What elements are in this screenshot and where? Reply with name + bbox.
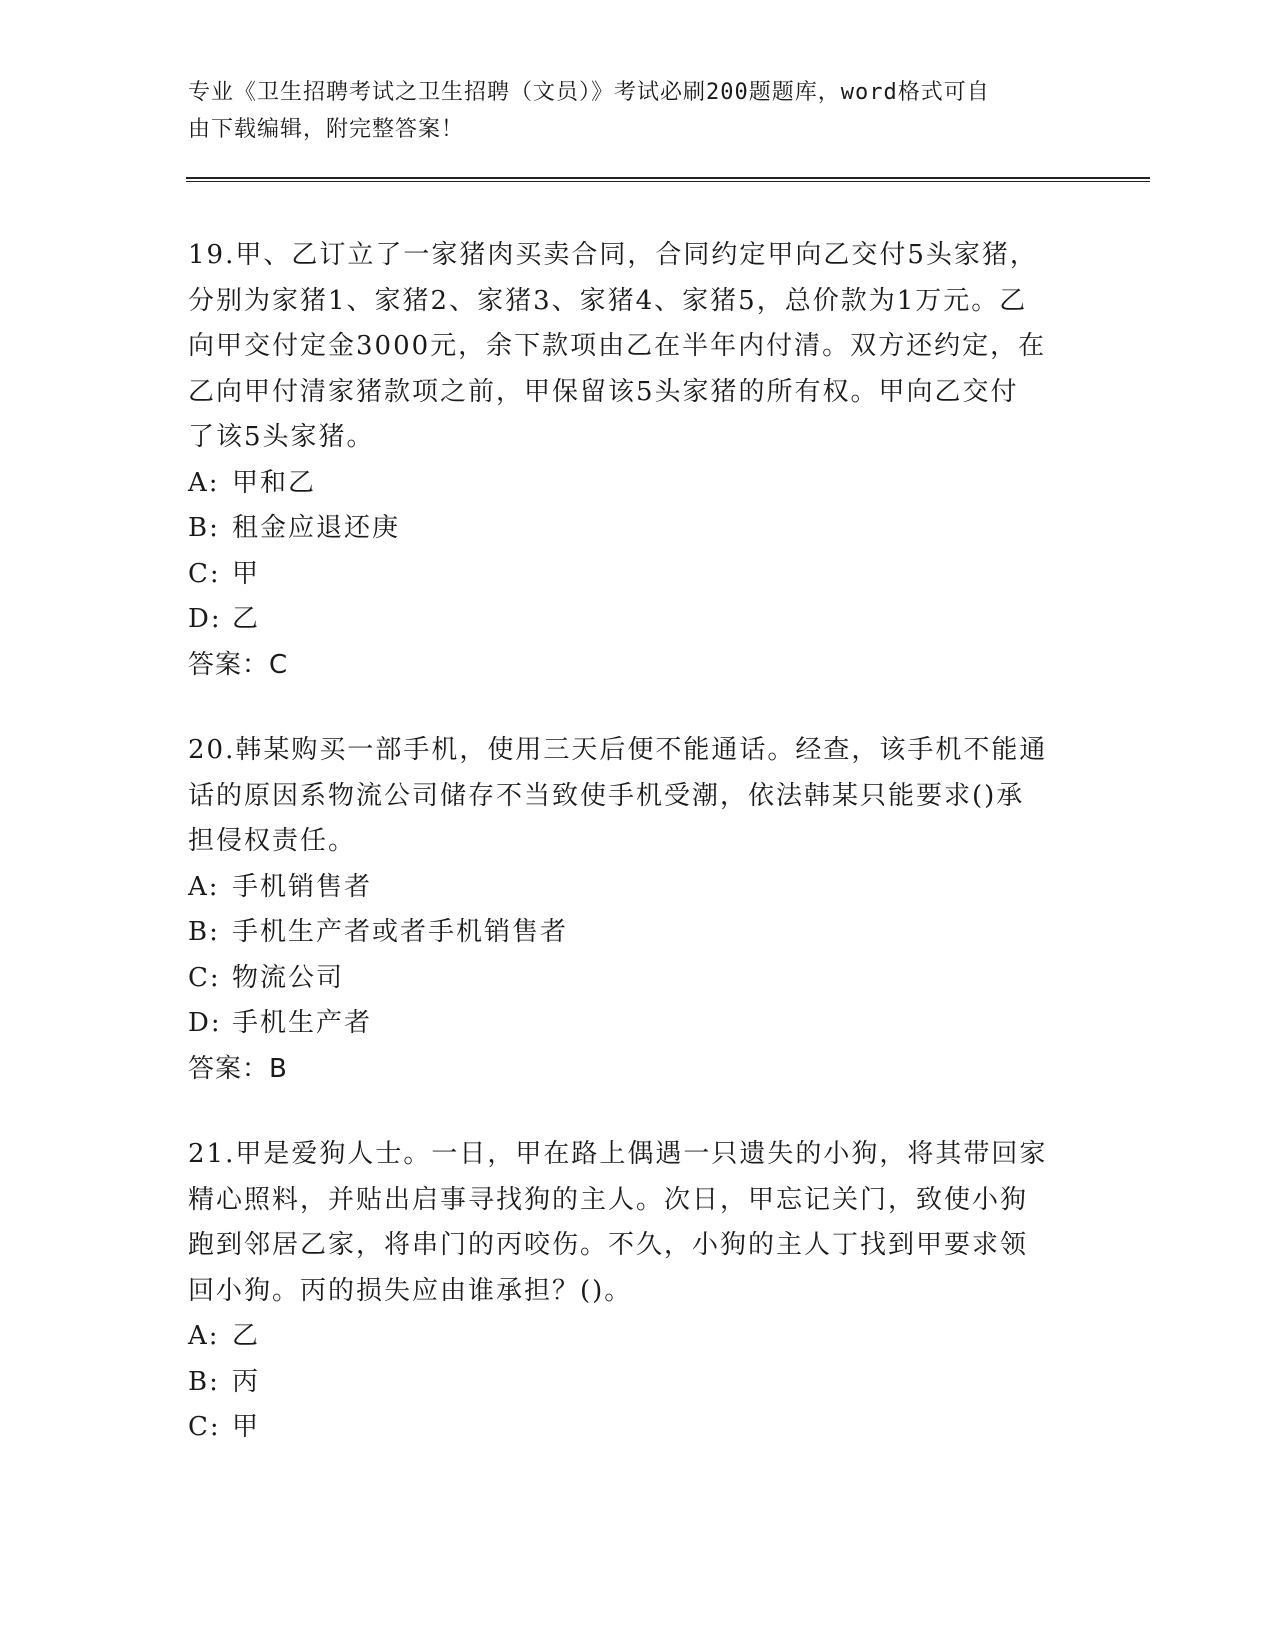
answer-option bbox=[188, 1001, 1088, 1047]
option-text: 手机销售者 bbox=[232, 871, 373, 902]
answer-option bbox=[188, 1360, 1088, 1406]
answer-option bbox=[188, 956, 1088, 1002]
answer-option bbox=[188, 865, 1088, 911]
answer-line: 答案：C bbox=[188, 649, 289, 680]
option-key: A: bbox=[188, 467, 220, 498]
question-stem-line: 19.甲、乙订立了一家猪肉买卖合同，合同约定甲向乙交付5头家猪， bbox=[188, 240, 1038, 270]
option-text: 甲和乙 bbox=[232, 467, 317, 498]
header-divider-bottom bbox=[186, 181, 1150, 182]
option-text: 物流公司 bbox=[232, 962, 345, 993]
option-text: 租金应退还庚 bbox=[232, 513, 401, 543]
option-text: 甲 bbox=[232, 1412, 261, 1442]
header-divider-top bbox=[186, 177, 1150, 179]
option-key: A: bbox=[188, 1321, 220, 1351]
option-text: 甲 bbox=[232, 558, 261, 589]
answer-option bbox=[188, 1405, 1088, 1451]
option-key: B: bbox=[188, 917, 220, 947]
option-key: D: bbox=[188, 1008, 222, 1038]
question-stem-line: 回小狗。丙的损失应由谁承担？()。 bbox=[188, 1275, 633, 1306]
answer-option bbox=[188, 910, 1088, 956]
answer-option bbox=[188, 461, 1088, 507]
question-spacer bbox=[188, 688, 1088, 728]
question-stem-line: 分别为家猪1、家猪2、家猪3、家猪4、家猪5，总价款为1万元。乙 bbox=[188, 285, 1028, 316]
question-stem-line: 20.韩某购买一部手机，使用三天后便不能通话。经查，该手机不能通 bbox=[188, 735, 1048, 765]
option-text: 乙 bbox=[232, 604, 261, 634]
question-stem-line: 向甲交付定金3000元，余下款项由乙在半年内付清。双方还约定，在 bbox=[188, 331, 1047, 361]
option-key: C: bbox=[188, 558, 221, 589]
answer-option bbox=[188, 1314, 1088, 1360]
question-spacer bbox=[188, 1092, 1088, 1132]
option-text: 丙 bbox=[232, 1366, 261, 1397]
option-key: A: bbox=[188, 871, 220, 902]
question-stem-line: 跑到邻居乙家，将串门的丙咬伤。不久，小狗的主人丁找到甲要求领 bbox=[188, 1230, 1029, 1260]
question-stem-line: 乙向甲付清家猪款项之前，甲保留该5头家猪的所有权。甲向乙交付 bbox=[188, 376, 1019, 407]
question-stem-line: 21.甲是爱狗人士。一日，甲在路上偶遇一只遗失的小狗，将其带回家 bbox=[188, 1139, 1048, 1169]
answer-option bbox=[188, 597, 1088, 643]
option-key: B: bbox=[188, 513, 220, 543]
answer-line: 答案：B bbox=[188, 1053, 288, 1084]
question-block bbox=[188, 728, 1088, 1092]
document-header bbox=[188, 74, 1068, 148]
question-stem-line: 精心照料，并贴出启事寻找狗的主人。次日，甲忘记关门，致使小狗 bbox=[188, 1184, 1029, 1215]
option-text: 乙 bbox=[232, 1321, 261, 1351]
question-block bbox=[188, 233, 1088, 688]
question-list bbox=[188, 233, 1088, 1451]
question-block bbox=[188, 1132, 1088, 1451]
header-line-1: 专业《卫生招聘考试之卫生招聘（文员）》考试必刷200题题库，word格式可自 bbox=[188, 80, 990, 105]
answer-option bbox=[188, 552, 1088, 598]
option-key: C: bbox=[188, 1412, 221, 1442]
option-key: D: bbox=[188, 604, 222, 634]
header-line-2: 由下载编辑，附完整答案！ bbox=[188, 117, 465, 142]
answer-option bbox=[188, 506, 1088, 552]
option-text: 手机生产者 bbox=[232, 1008, 373, 1038]
question-stem-line: 担侵权责任。 bbox=[188, 826, 357, 856]
option-text: 手机生产者或者手机销售者 bbox=[232, 917, 569, 947]
question-stem-line: 话的原因系物流公司储存不当致使手机受潮，依法韩某只能要求()承 bbox=[188, 780, 1025, 811]
option-key: B: bbox=[188, 1366, 220, 1397]
option-key: C: bbox=[188, 962, 221, 993]
question-stem-line: 了该5头家猪。 bbox=[188, 422, 375, 452]
